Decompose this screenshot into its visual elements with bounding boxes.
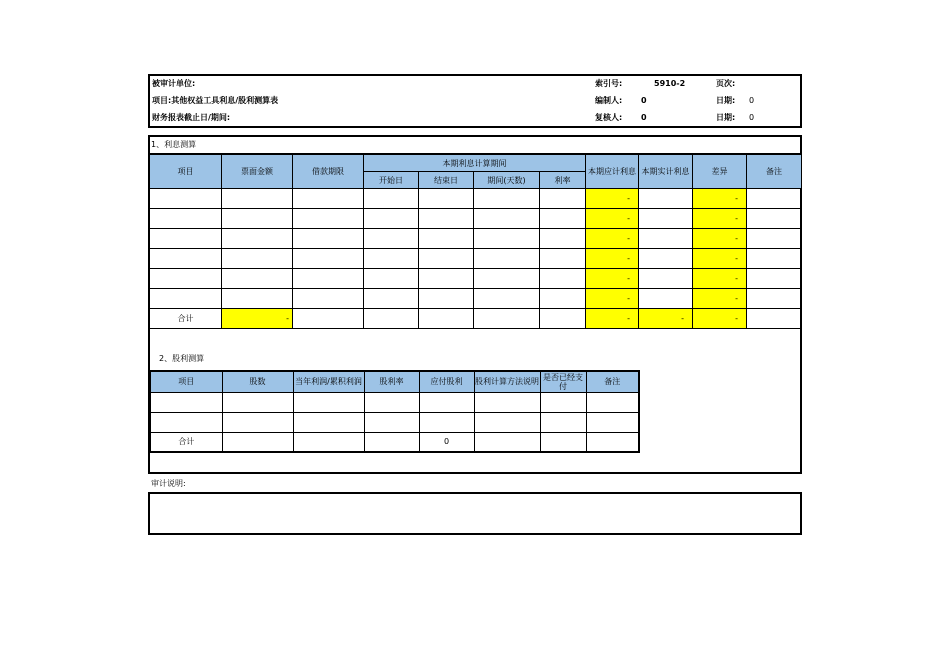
reviewer-label: 复核人: — [595, 113, 623, 122]
date-label-2: 日期: — [716, 113, 736, 122]
col-item: 项目 — [150, 155, 222, 189]
col-days: 期间(天数) — [474, 172, 540, 189]
index-value: 5910-2 — [654, 79, 686, 88]
div-col-rate: 股利率 — [364, 371, 419, 392]
total-actual-cell: - — [639, 309, 693, 329]
dividend-section-title: 2、股利测算 — [159, 354, 205, 363]
col-rate: 利率 — [540, 172, 586, 189]
diff-cell: - — [693, 249, 747, 269]
col-start-date: 开始日 — [364, 172, 419, 189]
diff-cell: - — [693, 289, 747, 309]
div-col-item: 项目 — [150, 371, 222, 392]
div-col-method: 股利计算方法说明 — [474, 371, 540, 392]
div-col-shares: 股数 — [222, 371, 293, 392]
audit-note-box[interactable] — [148, 492, 802, 535]
diff-cell: - — [693, 189, 747, 209]
diff-cell: - — [693, 229, 747, 249]
due-cell: - — [586, 229, 639, 249]
table-row — [150, 249, 802, 269]
total-row — [150, 432, 639, 452]
table-row — [150, 209, 802, 229]
col-period-group: 本期利息计算期间 — [364, 155, 586, 172]
col-interest-actual: 本期实计利息 — [639, 155, 693, 189]
preparer-label: 编制人: — [595, 96, 623, 105]
preparer-value: 0 — [641, 96, 647, 105]
table-row — [150, 269, 802, 289]
index-label: 索引号: — [595, 79, 623, 88]
div-col-note: 备注 — [586, 371, 639, 392]
due-cell: - — [586, 289, 639, 309]
total-row — [150, 309, 802, 329]
due-cell: - — [586, 209, 639, 229]
page-label: 页次: — [716, 79, 736, 88]
total-diff-cell: - — [693, 309, 747, 329]
dividend-table — [149, 370, 640, 453]
col-loan-term: 借款期限 — [293, 155, 364, 189]
period-label: 财务报表截止日/期间: — [152, 113, 231, 122]
col-difference: 差异 — [693, 155, 747, 189]
total-label: 合计 — [150, 309, 222, 329]
col-note: 备注 — [747, 155, 802, 189]
date-value-2: 0 — [749, 113, 755, 122]
total-face-cell: - — [222, 309, 293, 329]
table-row — [150, 392, 639, 412]
diff-cell: - — [693, 269, 747, 289]
table-row — [150, 412, 639, 432]
interest-table — [149, 154, 802, 329]
div-col-profit: 当年利润/累积利润 — [293, 371, 364, 392]
div-col-payable: 应付股利 — [419, 371, 474, 392]
col-end-date: 结束日 — [419, 172, 474, 189]
due-cell: - — [586, 249, 639, 269]
interest-section-title: 1、利息测算 — [151, 140, 197, 149]
table-row — [150, 189, 802, 209]
audited-unit-label: 被审计单位: — [152, 79, 196, 88]
date-label-1: 日期: — [716, 96, 736, 105]
due-cell: - — [586, 189, 639, 209]
diff-cell: - — [693, 209, 747, 229]
div-total-payable: 0 — [419, 432, 474, 452]
col-interest-due: 本期应计利息 — [586, 155, 639, 189]
audit-note-label: 审计说明: — [151, 479, 186, 488]
div-total-label: 合计 — [150, 432, 222, 452]
due-cell: - — [586, 269, 639, 289]
col-face-amount: 票面金额 — [222, 155, 293, 189]
project-label: 项目:其他权益工具利息/股利测算表 — [152, 96, 279, 105]
total-due-cell: - — [586, 309, 639, 329]
table-row — [150, 289, 802, 309]
reviewer-value: 0 — [641, 113, 647, 122]
div-col-paid: 是否已经支付 — [540, 371, 586, 392]
table-row — [150, 229, 802, 249]
date-value-1: 0 — [749, 96, 755, 105]
